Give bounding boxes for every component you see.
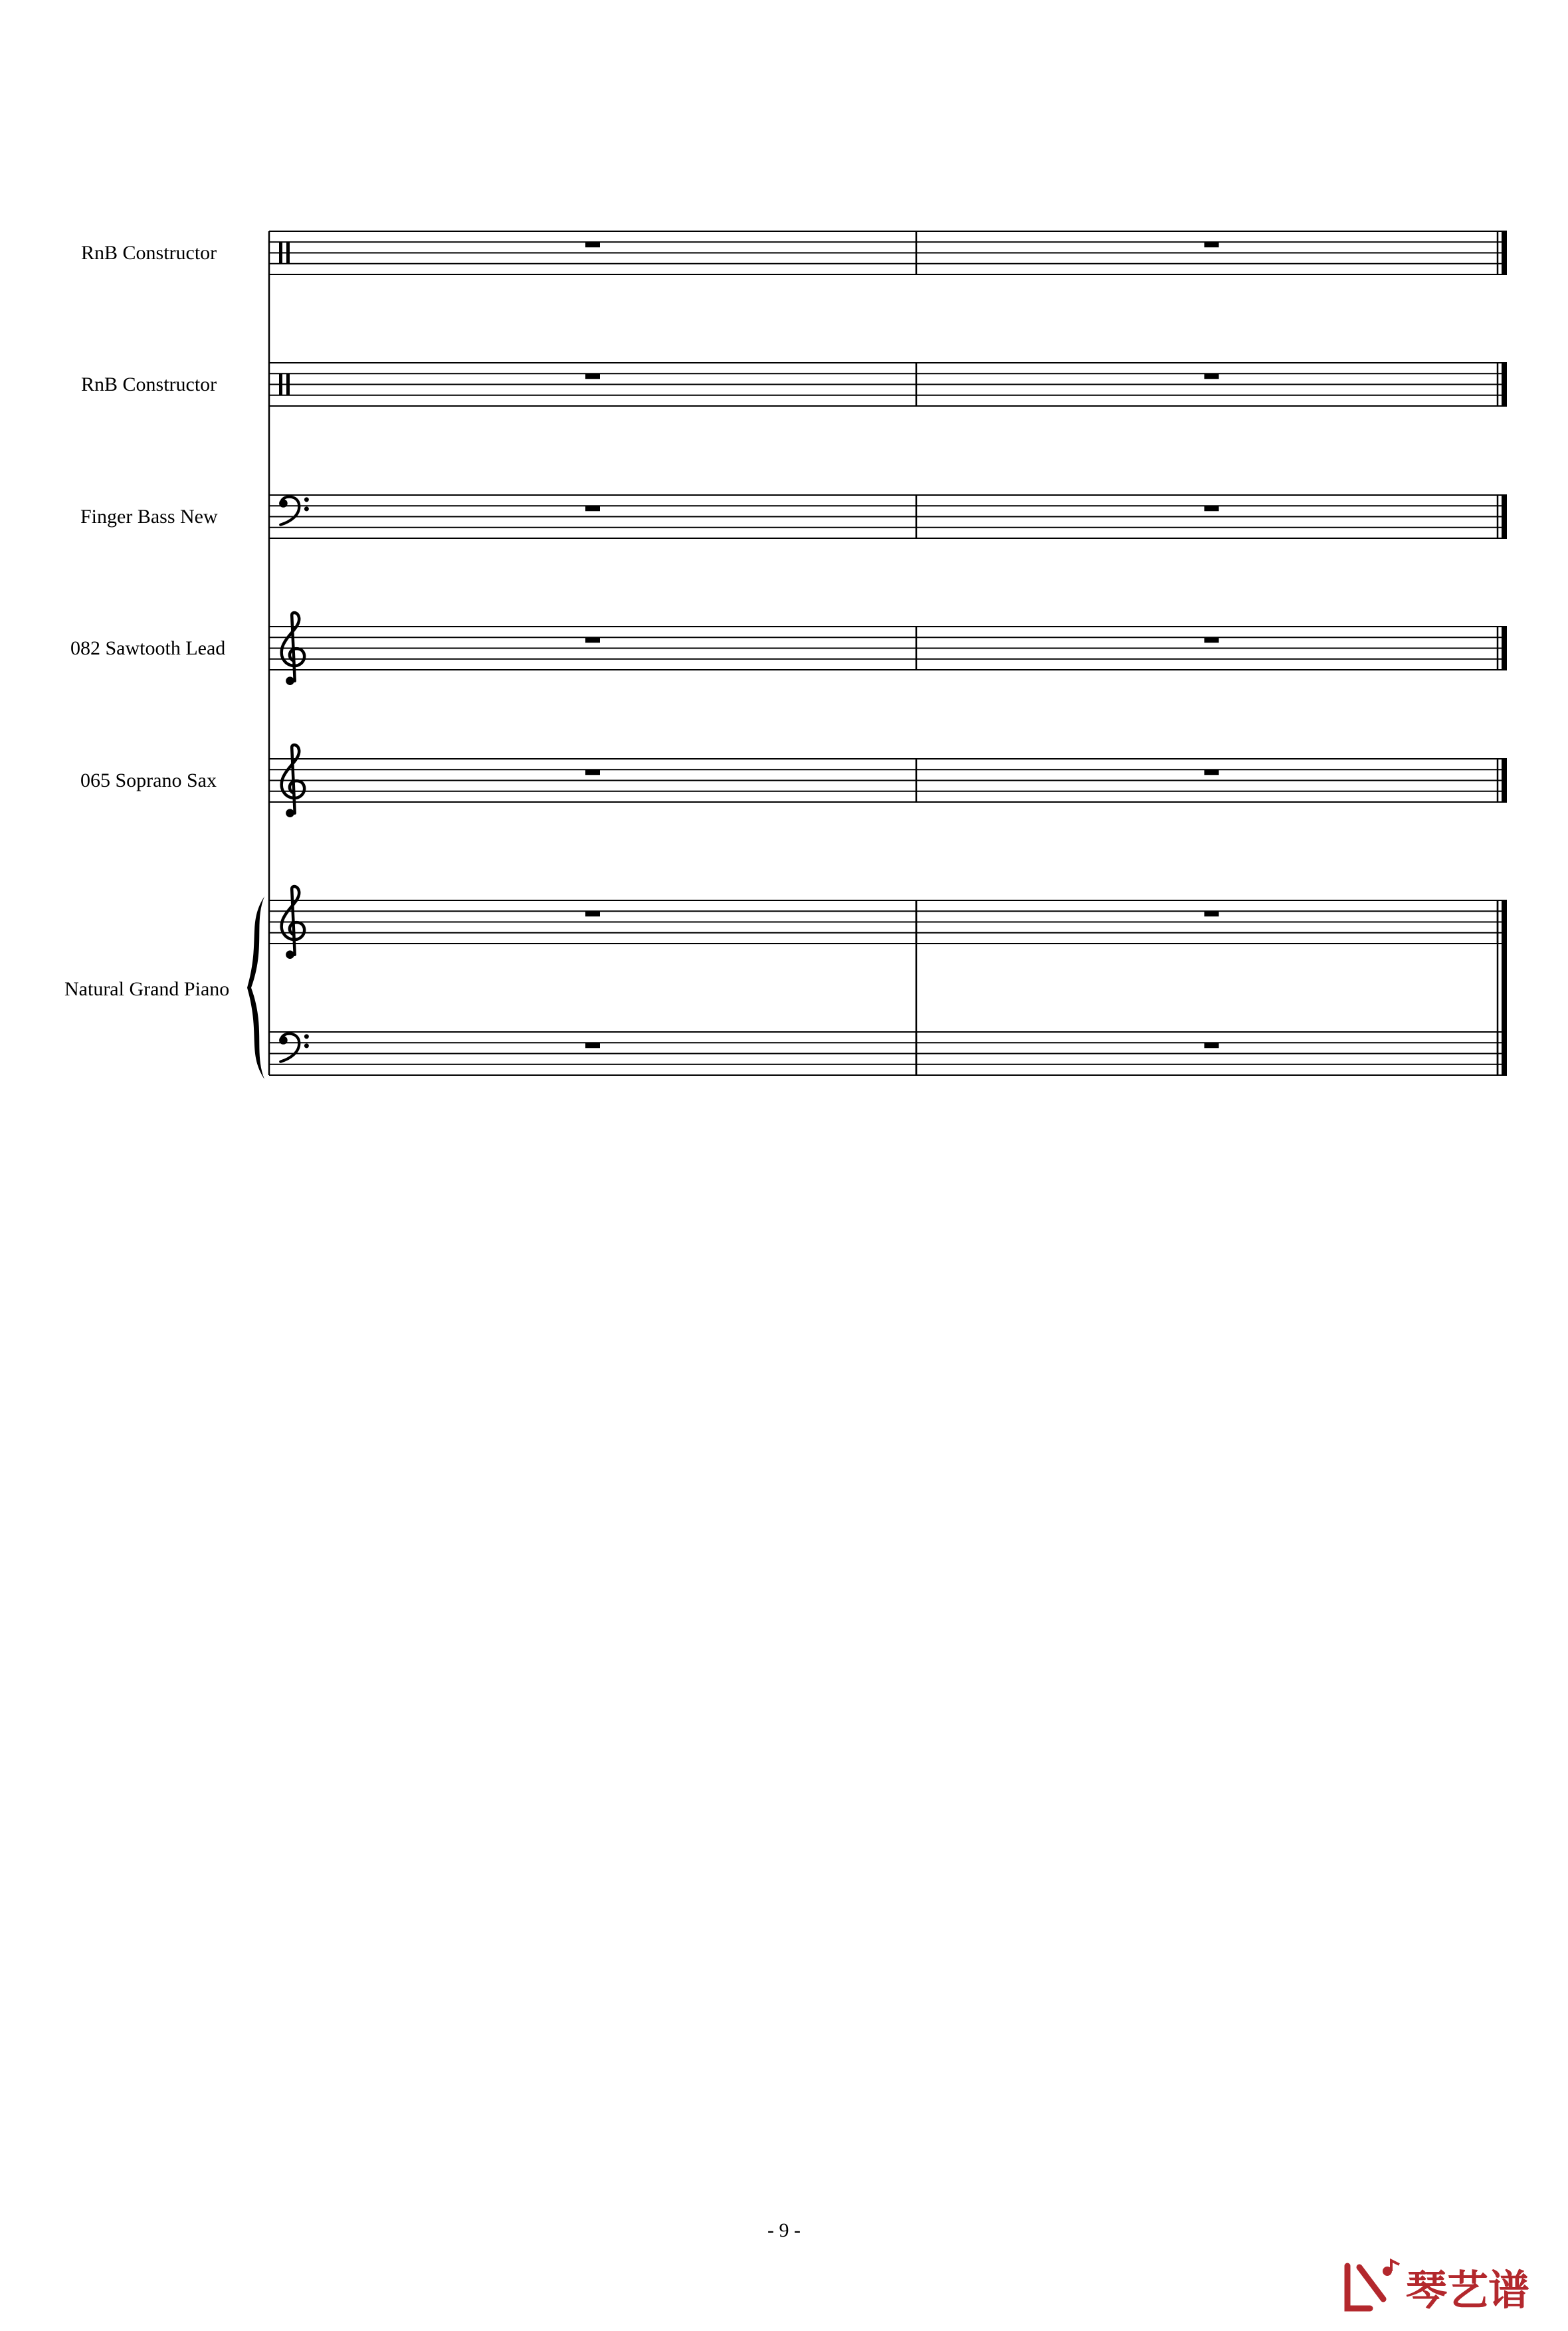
final-barline-thick [1502,627,1507,670]
watermark-text: 琴艺谱 [1406,2266,1530,2314]
whole-rest [585,637,600,643]
percussion-clef [279,242,282,264]
percussion-clef [286,373,290,395]
whole-rest [585,506,600,511]
instrument-name-3: Finger Bass New [80,506,218,528]
treble-clef [282,613,304,685]
final-barline-thick [1502,495,1507,538]
bass-clef [279,497,309,525]
whole-rest [585,911,600,916]
whole-rest [1205,506,1219,511]
instrument-name-4: 082 Sawtooth Lead [70,637,226,659]
percussion-clef [286,242,290,264]
whole-rest [1205,242,1219,247]
final-barline-thick [1502,759,1507,802]
page-number: - 9 - [767,2219,801,2241]
grand-staff-final-thick [1502,900,1507,1075]
final-barline-thick [1502,363,1507,406]
whole-rest [1205,911,1219,916]
whole-rest [585,242,600,247]
whole-rest [1205,373,1219,379]
whole-rest [585,1043,600,1048]
instrument-name-1: RnB Constructor [81,242,217,264]
instrument-name-5: 065 Soprano Sax [80,769,217,791]
whole-rest [1205,637,1219,643]
final-barline-thick [1502,231,1507,274]
music-note-icon [1347,2261,1399,2308]
watermark-logo [1343,2258,1556,2318]
instrument-name-2: RnB Constructor [81,373,217,395]
treble-clef [282,745,304,817]
whole-rest [1205,769,1219,775]
whole-rest [1205,1043,1219,1048]
bass-clef [279,1034,309,1062]
whole-rest [585,769,600,775]
percussion-clef [279,373,282,395]
whole-rest [585,373,600,379]
instrument-name-6: Natural Grand Piano [64,978,230,1000]
piano-brace [247,896,264,1079]
treble-clef [282,886,304,959]
